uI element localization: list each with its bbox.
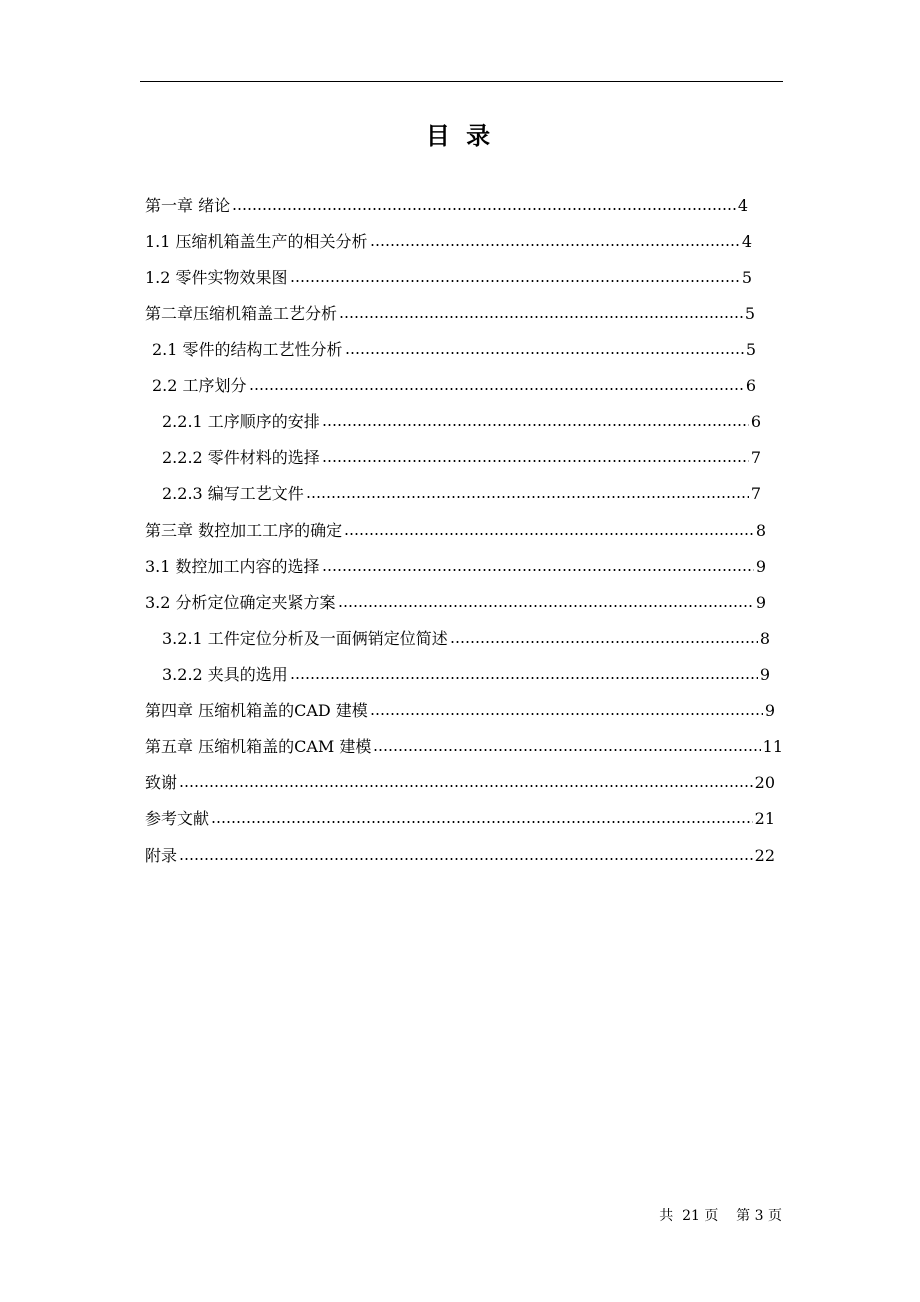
toc-entry-title: 致谢 [145, 773, 178, 792]
toc-entry-title: 2.2 工序划分 [152, 376, 247, 395]
toc-leader-dots [179, 785, 753, 787]
toc-entry[interactable] [162, 446, 761, 470]
toc-entry-page: 6 [750, 412, 761, 431]
toc-entry-page: 20 [754, 773, 775, 792]
toc-entry-page: 8 [759, 629, 770, 648]
toc-leader-dots [370, 713, 763, 715]
toc-entry-page: 6 [745, 376, 756, 395]
toc-entry[interactable] [145, 807, 775, 831]
toc-entry-page: 9 [755, 557, 766, 576]
toc-entry[interactable] [162, 627, 770, 651]
toc-entry[interactable] [162, 663, 770, 687]
toc-leader-dots [370, 244, 740, 246]
toc-entry[interactable] [162, 410, 761, 434]
toc-entry-page: 8 [755, 521, 766, 540]
toc-entry-title: 第四章 压缩机箱盖的CAD 建模 [145, 701, 368, 720]
toc-leader-dots [249, 388, 744, 390]
toc-entry-title: 第五章 压缩机箱盖的CAM 建模 [145, 737, 372, 756]
toc-entry-title: 3.2 分析定位确定夹紧方案 [145, 593, 336, 612]
page-footer: 共 21 页 第 3 页 [659, 1208, 782, 1224]
toc-entry-page: 21 [754, 809, 775, 828]
toc-entry[interactable] [145, 230, 752, 254]
toc-entry-page: 5 [744, 304, 755, 323]
toc-entry-title: 2.2.3 编写工艺文件 [162, 484, 304, 503]
toc-leader-dots [322, 424, 749, 426]
toc-entry[interactable] [145, 771, 775, 795]
toc-entry[interactable] [145, 591, 766, 615]
toc-entry[interactable] [145, 194, 748, 218]
toc-entry-page: 4 [741, 232, 752, 251]
toc-entry-title: 第一章 绪论 [145, 196, 231, 215]
toc-leader-dots [338, 605, 754, 607]
toc-entry-title: 3.2.1 工件定位分析及一面俩销定位简述 [162, 629, 448, 648]
toc-entry-title: 2.2.1 工序顺序的安排 [162, 412, 320, 431]
toc-entry-title: 参考文献 [145, 809, 210, 828]
toc-entry[interactable] [152, 338, 756, 362]
toc-entry[interactable] [152, 374, 756, 398]
toc-entry[interactable] [145, 735, 783, 759]
toc-entry-title: 1.2 零件实物效果图 [145, 268, 288, 287]
toc-entry-title: 2.2.2 零件材料的选择 [162, 448, 320, 467]
toc-leader-dots [322, 569, 754, 571]
toc-entry[interactable] [145, 302, 755, 326]
toc-leader-dots [344, 533, 754, 535]
toc-entry-title: 3.2.2 夹具的选用 [162, 665, 288, 684]
toc-entry-page: 9 [764, 701, 775, 720]
toc-entry[interactable] [145, 555, 766, 579]
toc-entry-page: 7 [750, 448, 761, 467]
toc-leader-dots [290, 280, 740, 282]
toc-entry-page: 4 [737, 196, 748, 215]
toc-leader-dots [211, 821, 753, 823]
toc-entry-page: 7 [750, 484, 761, 503]
toc-entry[interactable] [145, 699, 775, 723]
toc-entry[interactable] [145, 266, 752, 290]
toc-leader-dots [179, 858, 753, 860]
toc-leader-dots [373, 749, 760, 751]
toc-entry-title: 第二章压缩机箱盖工艺分析 [145, 304, 338, 323]
toc-leader-dots [450, 641, 758, 643]
toc-entry-page: 5 [741, 268, 752, 287]
toc-entry[interactable] [162, 482, 761, 506]
toc-entry[interactable] [145, 519, 766, 543]
toc-leader-dots [339, 316, 743, 318]
toc-leader-dots [306, 496, 749, 498]
toc-entry-page: 9 [755, 593, 766, 612]
toc-leader-dots [322, 460, 749, 462]
toc-entry-page: 9 [759, 665, 770, 684]
header-rule [140, 81, 783, 82]
page-title: 目 录 [425, 122, 495, 150]
toc-entry[interactable] [145, 844, 775, 868]
toc-entry-title: 3.1 数控加工内容的选择 [145, 557, 320, 576]
toc-entry-title: 2.1 零件的结构工艺性分析 [152, 340, 343, 359]
toc-leader-dots [290, 677, 758, 679]
toc-leader-dots [232, 208, 736, 210]
toc-entry-title: 第三章 数控加工工序的确定 [145, 521, 343, 540]
toc-entry-title: 1.1 压缩机箱盖生产的相关分析 [145, 232, 368, 251]
toc-entry-page: 5 [745, 340, 756, 359]
toc-entry-page: 22 [754, 846, 775, 865]
toc-entry-page: 11 [762, 737, 783, 756]
toc-leader-dots [345, 352, 744, 354]
toc-entry-title: 附录 [145, 846, 178, 865]
